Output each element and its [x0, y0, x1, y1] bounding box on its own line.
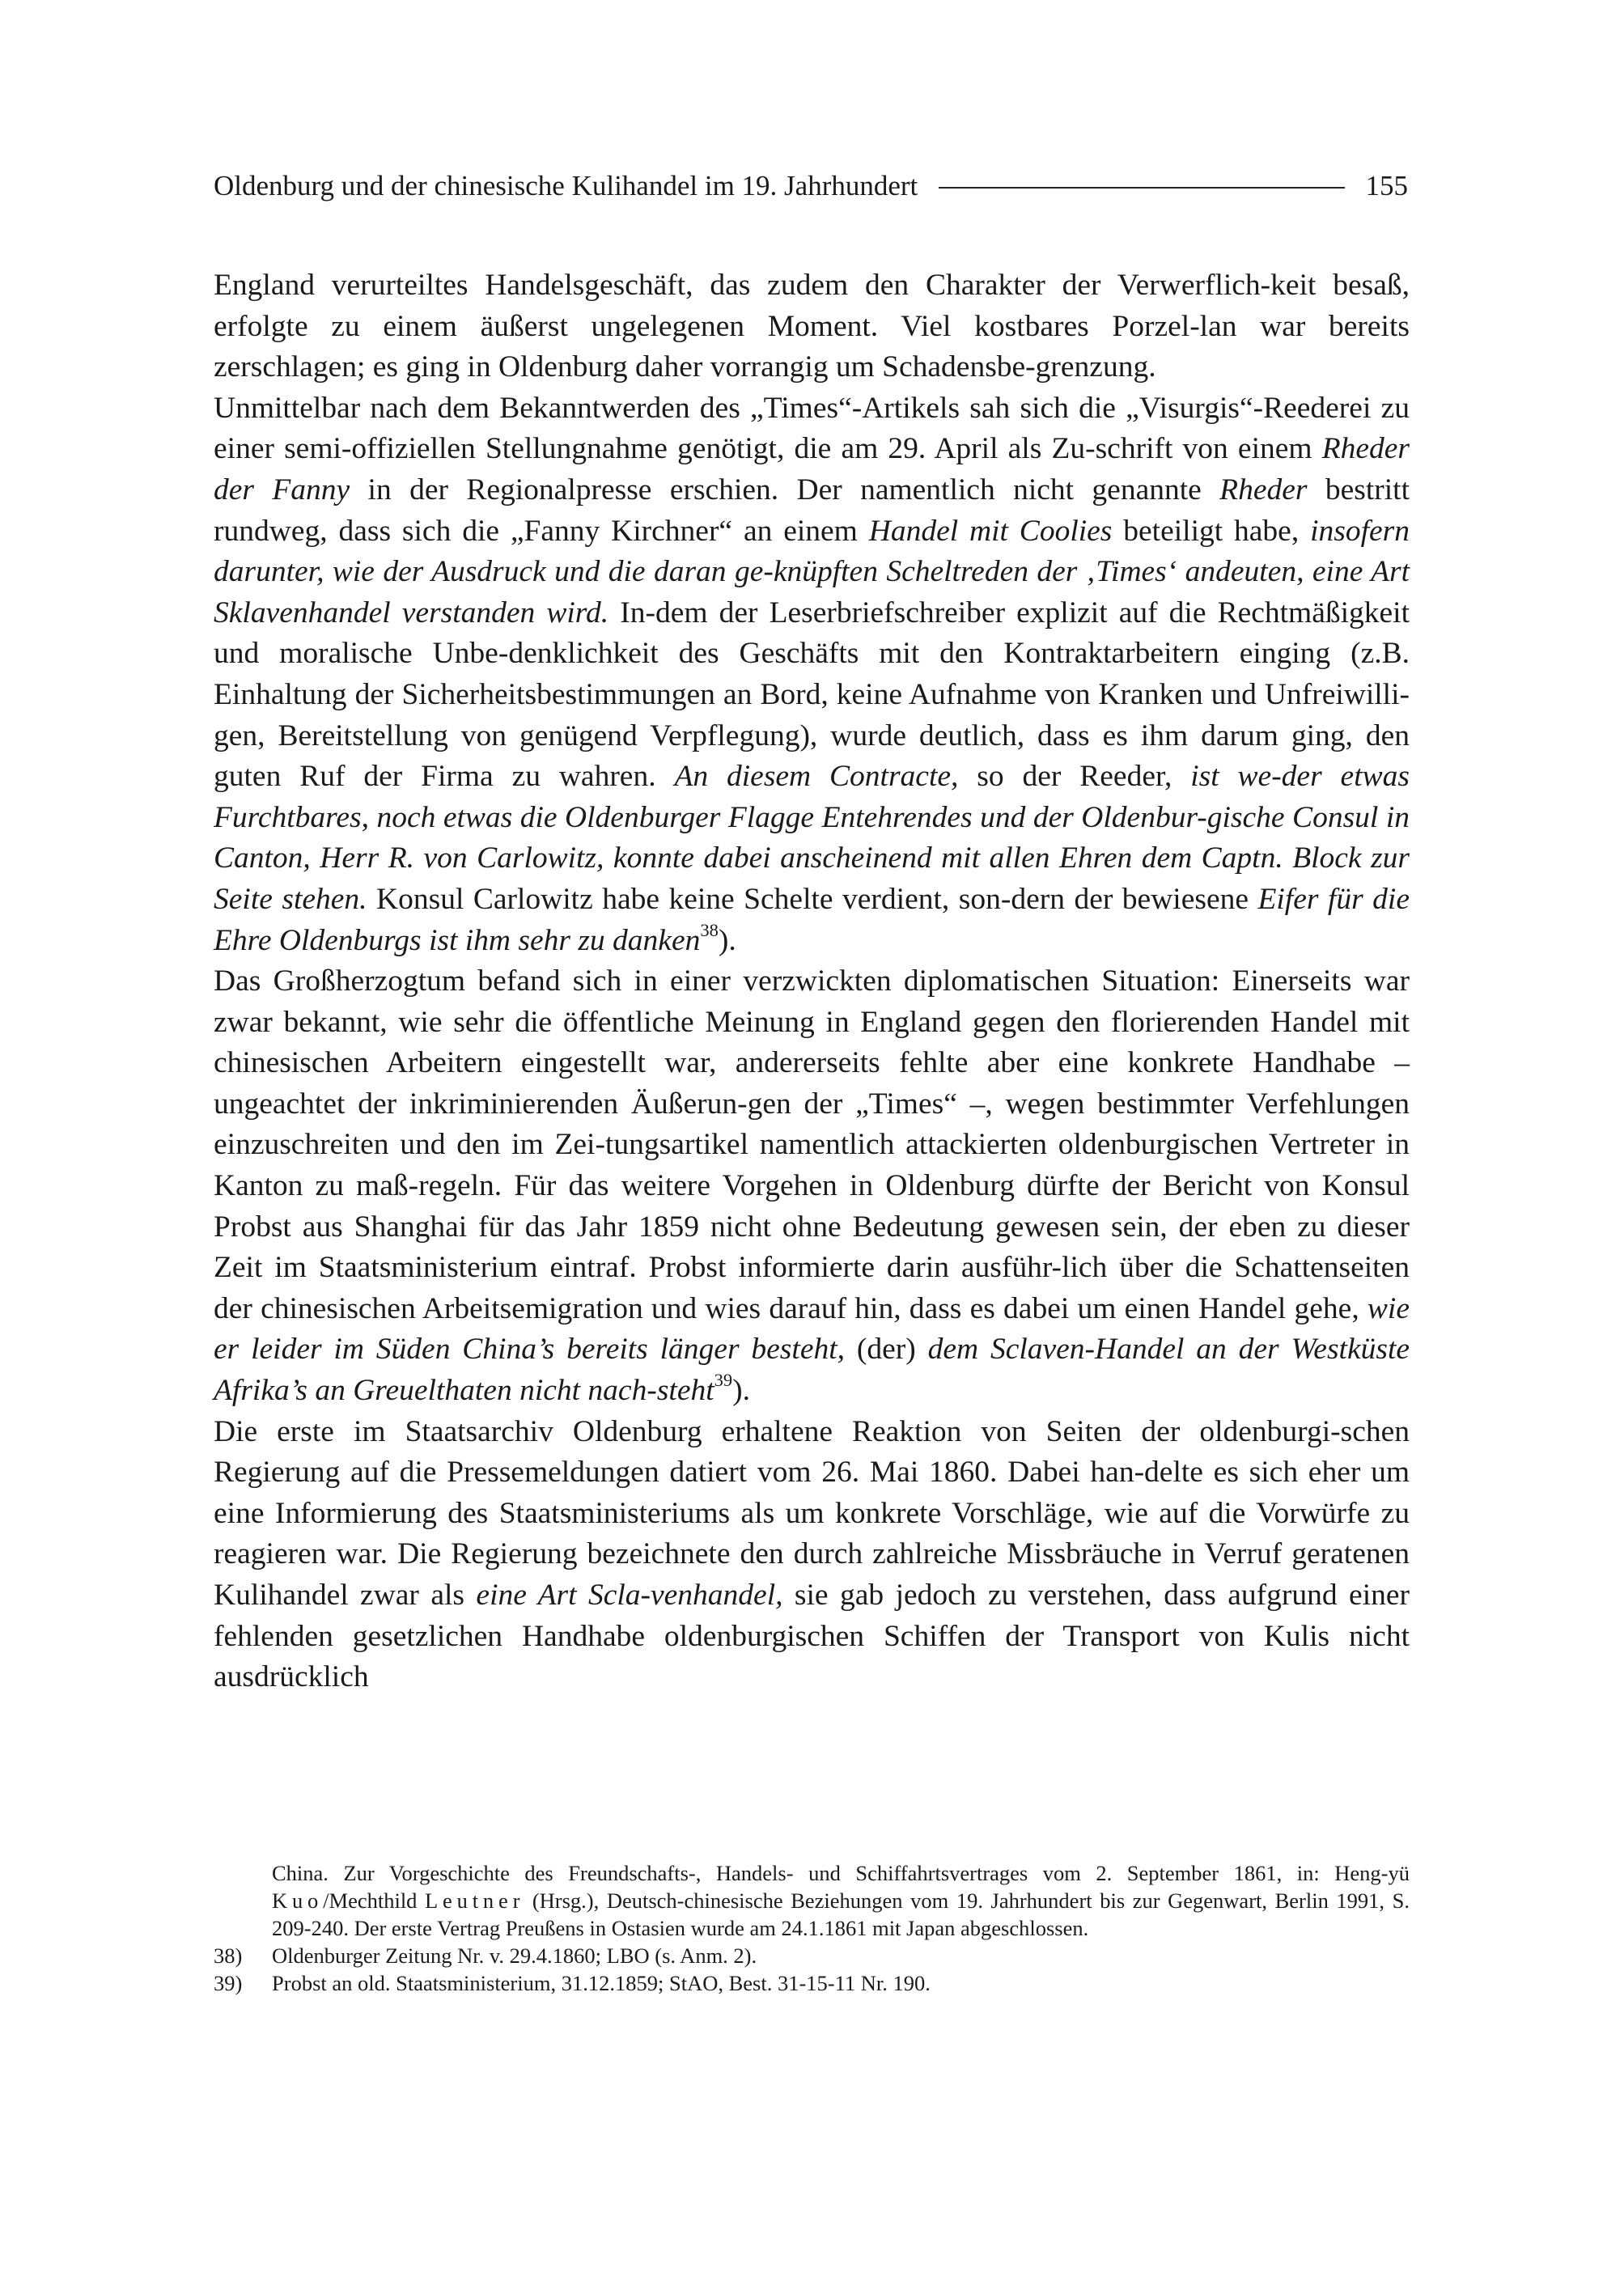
paragraph-2: [214, 388, 1410, 961]
page-number: 155: [1365, 170, 1408, 201]
paragraph-3: [214, 961, 1410, 1412]
quote-italic: eine Art Scla-venhandel,: [476, 1579, 783, 1612]
header-rule: [939, 187, 1344, 189]
quote-italic: Handel mit Coolies: [868, 514, 1113, 548]
footnote-number: 38): [214, 1943, 243, 1968]
quote-italic: Rheder der Fanny: [214, 432, 1410, 506]
footnote-39: [214, 1969, 1410, 1997]
text-run: In-dem der Leserbriefschreiber explizit auf die Rechtmäßigkeit und moralische Unbe-denklichkeit des Geschäfts mit den Kontraktarbeitern einging (z.B. Einhaltung der Sicherheitsbestimmungen an Bord, keine Aufnahme von Kranken und Unfreiwilli-gen, Bereitstellung von genügend Verpflegung), wurde deutlich, dass es ihm darum ging, den guten Ruf der Firma zu wahren.: [214, 596, 1410, 794]
paragraph-4: [214, 1412, 1410, 1698]
main-text: [214, 265, 1410, 1698]
author-name: Kuo: [272, 1888, 324, 1913]
quote-italic: wie er leider im Süden China’s bereits länger besteht,: [214, 1291, 1410, 1367]
running-header: [214, 166, 1408, 206]
text-run: Unmittelbar nach dem Bekanntwerden des „Times“-Artikels sah sich die „Visurgis“-Reederei zu einer semi-offiziellen Stellungnahme genötigt, die am 29. April als Zu-schrift von einem: [214, 391, 1410, 466]
text-run: Konsul Carlowitz habe keine Schelte verdient, son-dern der bewiesene: [367, 882, 1258, 916]
text-run: ).: [718, 923, 736, 957]
text-run: Die erste im Staatsarchiv Oldenburg erhaltene Reaktion von Seiten der oldenburgi-schen Regierung auf die Pressemeldungen datiert vom 26. Mai 1860. Dabei han-delte es sich eher um eine Informierung des Staatsministeriums als um konkrete Vorschläge, wie auf die Vorwürfe zu reagieren war. Die Regierung bezeichnete den durch zahlreiche Missbräuche in Verruf geratenen Kulihandel zwar als: [214, 1414, 1410, 1612]
text-run: Das Großherzogtum befand sich in einer verzwickten diplomatischen Situation: Einerseits war zwar bekannt, wie sehr die öffentliche Meinung in England gegen den florierenden Handel mit chinesischen Arbeitern eingestellt war, andererseits fehlte aber eine konkrete Handhabe – ungeachtet der inkriminierenden Äußerun-gen der „Times“ –, wegen bestimmter Verfehlungen einzuschreiten und den im Zei-tungsartikel namentlich attackierten oldenburgischen Vertreter in Kanton zu maß-regeln. Für das weitere Vorgehen in Oldenburg dürfte der Bericht von Konsul Probst aus Shanghai für das Jahr 1859 nicht ohne Bedeutung gewesen sein, der eben zu dieser Zeit im Staatsministerium eintraf. Probst informierte darin ausführ-lich über die Schattenseiten der chinesischen Arbeitsemigration und wies darauf hin, dass es dabei um einen Handel gehe,: [214, 964, 1410, 1325]
footnote-continuation: [214, 1859, 1410, 1942]
text-run: bestritt rundweg, dass sich die „Fanny Kirchner“ an einem: [214, 473, 1410, 548]
footnote-text: Oldenburger Zeitung Nr. v. 29.4.1860; LBO (s. Anm. 2).: [272, 1943, 757, 1968]
text-run: ).: [732, 1374, 751, 1408]
quote-italic: dem Sclaven-Handel an der Westküste Afrika’s an Greuelthaten nicht nach-steht: [214, 1333, 1410, 1408]
footnote-text: Probst an old. Staatsministerium, 31.12.1859; StAO, Best. 31-15-11 Nr. 190.: [272, 1971, 931, 1995]
footnotes: [214, 1859, 1410, 1997]
quote-italic: insofern darunter, wie der Ausdruck und die daran ge-knüpften Scheltreden der ‚Times‘ andeuten, eine Art Sklavenhandel verstanden wird.: [214, 514, 1410, 629]
paragraph-1: England verurteiltes Handelsgeschäft, das zudem den Charakter der Verwerflich-keit besaß, erfolgte zu einem äußerst ungelegenen Moment. Viel kostbares Porzel-lan war bereits zerschlagen; es ging in Oldenburg daher vorrangig um Schadensbe-grenzung.: [214, 269, 1410, 384]
quote-italic: ist we-der etwas Furchtbares, noch etwas die Oldenburger Flagge Entehrendes und der Oldenbur-gische Consul in Canton, Herr R. von Carlowitz, konnte dabei anscheinend mit allen Ehren dem Captn. Block zur Seite stehen.: [214, 760, 1410, 916]
text-run: (Hrsg.), Deutsch-chinesische Beziehungen vom 19. Jahrhundert bis zur Gegenwart, Berlin 1991, S. 209-240. Der erste Vertrag Preußens in Ostasien wurde am 24.1.1861 mit Japan abgeschlossen.: [272, 1888, 1410, 1940]
text-run: so der Reeder,: [958, 760, 1191, 794]
footnote-number: 39): [214, 1971, 243, 1995]
footnote-ref-38[interactable]: 38: [700, 919, 719, 940]
author-name: Leutner: [425, 1888, 525, 1913]
text-run: (der): [845, 1333, 928, 1367]
footnote-ref-39[interactable]: 39: [714, 1370, 733, 1391]
quote-italic: An diesem Contracte,: [674, 760, 959, 794]
text-run: in der Regionalpresse erschien. Der namentlich nicht genannte: [350, 473, 1220, 506]
quote-italic: Eifer für die Ehre Oldenburgs ist ihm sehr zu danken: [214, 882, 1410, 957]
text-run: China. Zur Vorgeschichte des Freundschafts-, Handels- und Schiffahrtsvertrages vom 2. September 1861, in: Heng-yü: [272, 1861, 1410, 1885]
quote-italic: Rheder: [1219, 473, 1308, 506]
running-title: Oldenburg und der chinesische Kulihandel im 19. Jahrhundert: [214, 170, 918, 201]
text-run: sie gab jedoch zu verstehen, dass aufgrund einer fehlenden gesetzlichen Handhabe oldenburgischen Schiffen der Transport von Kulis nicht ausdrücklich: [214, 1579, 1410, 1694]
footnote-38: [214, 1942, 1410, 1969]
text-run: /Mechthild: [323, 1888, 426, 1913]
text-run: beteiligt habe,: [1112, 514, 1311, 548]
